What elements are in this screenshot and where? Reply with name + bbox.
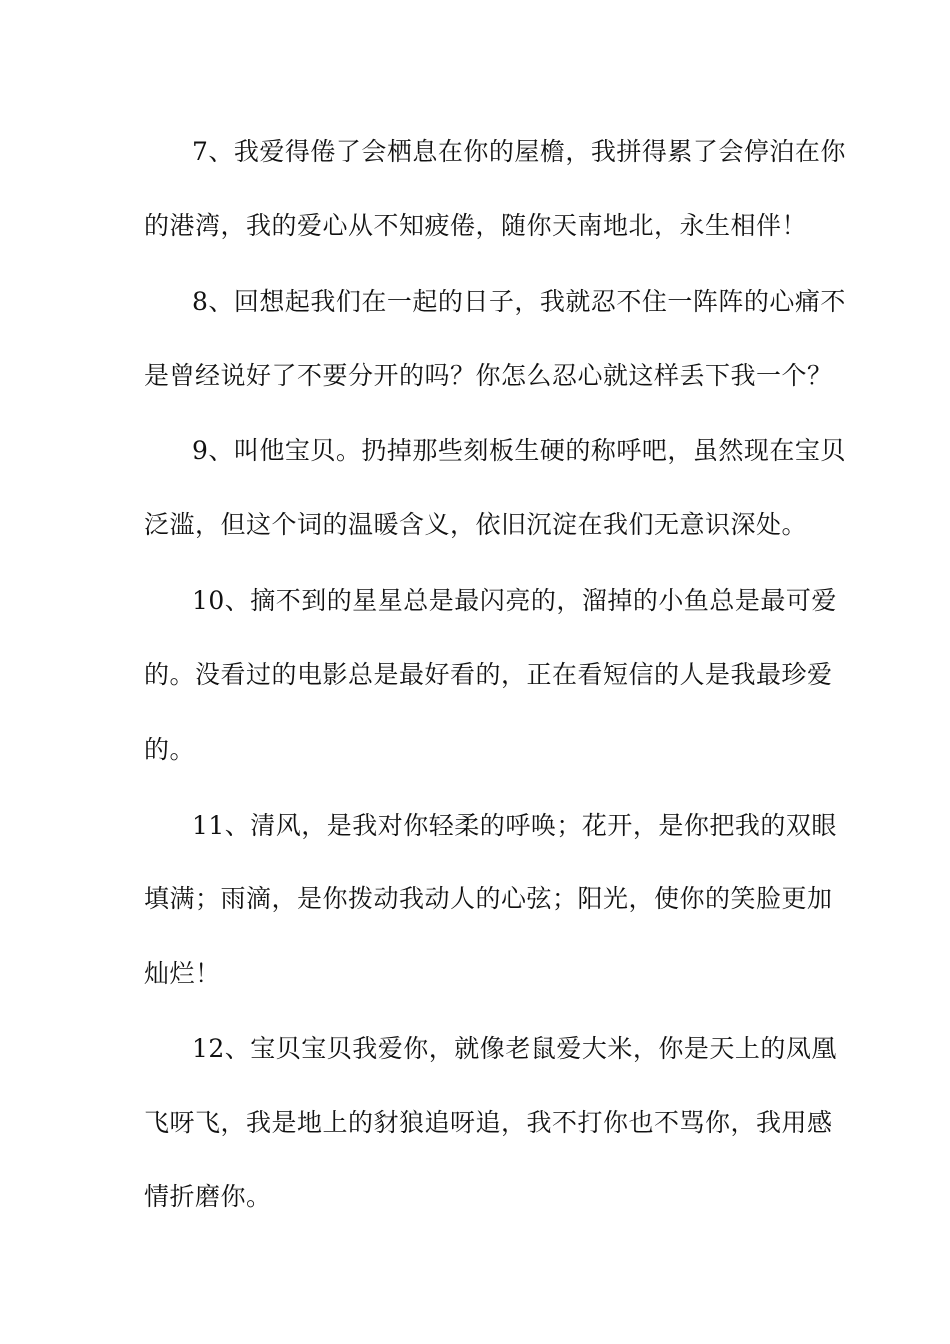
paragraph-line: 的。没看过的电影总是最好看的，正在看短信的人是我最珍爱 xyxy=(144,660,833,689)
paragraph-line: 10、摘不到的星星总是最闪亮的，溜掉的小鱼总是最可爱 xyxy=(192,586,837,615)
paragraph-line: 情折磨你。 xyxy=(144,1182,272,1211)
paragraph-line: 的。 xyxy=(144,735,196,764)
paragraph-line: 7、我爱得倦了会栖息在你的屋檐，我拼得累了会停泊在你 xyxy=(192,137,846,166)
paragraph-line: 8、回想起我们在一起的日子，我就忍不住一阵阵的心痛不 xyxy=(192,287,846,316)
paragraph-line: 灿烂！ xyxy=(144,959,221,988)
paragraph-line: 12、宝贝宝贝我爱你，就像老鼠爱大米，你是天上的凤凰 xyxy=(192,1034,837,1063)
paragraph-line: 填满；雨滴，是你拨动我动人的心弦；阳光，使你的笑脸更加 xyxy=(144,884,833,913)
paragraph-line: 是曾经说好了不要分开的吗？你怎么忍心就这样丢下我一个？ xyxy=(144,361,833,390)
paragraph-line: 9、叫他宝贝。扔掉那些刻板生硬的称呼吧，虽然现在宝贝 xyxy=(192,436,846,465)
paragraph-line: 的港湾，我的爱心从不知疲倦，随你天南地北，永生相伴！ xyxy=(144,211,808,240)
paragraph-line: 11、清风，是我对你轻柔的呼唤；花开，是你把我的双眼 xyxy=(192,811,837,840)
paragraph-line: 飞呀飞，我是地上的豺狼追呀追，我不打你也不骂你，我用感 xyxy=(144,1108,833,1137)
paragraph-line: 泛滥，但这个词的温暖含义，依旧沉淀在我们无意识深处。 xyxy=(144,510,808,539)
